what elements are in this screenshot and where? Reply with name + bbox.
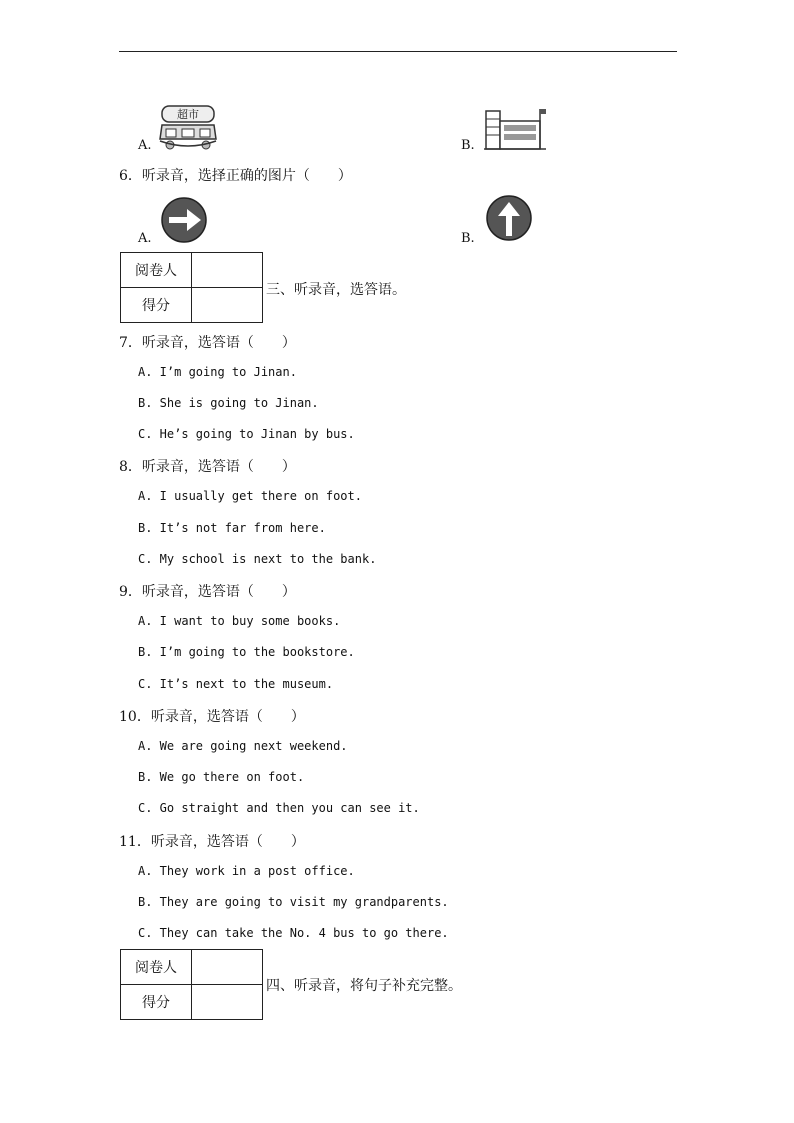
q5-option-a-label: A.	[138, 138, 152, 153]
q6-stem: 6．听录音，选择正确的图片（ ）	[119, 168, 352, 184]
q11-option-a[interactable]: A. They work in a post office.	[138, 864, 355, 878]
q7-option-b[interactable]: B. She is going to Jinan.	[138, 396, 319, 410]
q10-option-b[interactable]: B. We go there on foot.	[138, 770, 305, 784]
score-label: 得分	[121, 985, 192, 1020]
q9-option-a[interactable]: A. I want to buy some books.	[138, 614, 341, 628]
score-cell[interactable]	[192, 288, 263, 323]
q8-option-c[interactable]: C. My school is next to the bank.	[138, 552, 377, 566]
q8-option-b[interactable]: B. It’s not far from here.	[138, 521, 326, 535]
q7-stem: 7．听录音，选答语（ ）	[119, 335, 296, 351]
q11-stem: 11．听录音，选答语（ ）	[119, 834, 305, 850]
right-arrow-sign-icon[interactable]	[160, 196, 210, 244]
score-cell[interactable]	[192, 985, 263, 1020]
section3-score-table	[120, 252, 263, 323]
section4-title: 四、听录音，将句子补充完整。	[266, 978, 462, 994]
grader-cell[interactable]	[192, 253, 263, 288]
q8-stem: 8．听录音，选答语（ ）	[119, 459, 296, 475]
q6-option-a-label: A.	[138, 231, 152, 246]
building-image[interactable]	[484, 103, 548, 151]
supermarket-sign-text: 超市	[177, 108, 199, 121]
grader-cell[interactable]	[192, 950, 263, 985]
grader-label: 阅卷人	[121, 253, 192, 288]
q10-option-a[interactable]: A. We are going next weekend.	[138, 739, 348, 753]
score-label: 得分	[121, 288, 192, 323]
q8-option-a[interactable]: A. I usually get there on foot.	[138, 489, 362, 503]
q10-stem: 10．听录音，选答语（ ）	[119, 709, 305, 725]
section3-title: 三、听录音，选答语。	[266, 282, 406, 298]
section4-score-table	[120, 949, 263, 1020]
q11-option-b[interactable]: B. They are going to visit my grandparents.	[138, 895, 449, 909]
q11-option-c[interactable]: C. They can take the No. 4 bus to go there.	[138, 926, 449, 940]
q7-option-c[interactable]: C. He’s going to Jinan by bus.	[138, 427, 355, 441]
q9-stem: 9．听录音，选答语（ ）	[119, 584, 296, 600]
grader-label: 阅卷人	[121, 950, 192, 985]
supermarket-image[interactable]	[158, 103, 220, 151]
q9-option-c[interactable]: C. It’s next to the museum.	[138, 677, 334, 691]
up-arrow-sign-icon[interactable]	[485, 194, 535, 244]
q6-option-b-label: B.	[461, 231, 475, 246]
page-top-rule	[119, 51, 677, 52]
q10-option-c[interactable]: C. Go straight and then you can see it.	[138, 801, 420, 815]
q5-option-b-label: B.	[461, 138, 475, 153]
q9-option-b[interactable]: B. I’m going to the bookstore.	[138, 645, 355, 659]
q7-option-a[interactable]: A. I’m going to Jinan.	[138, 365, 297, 379]
